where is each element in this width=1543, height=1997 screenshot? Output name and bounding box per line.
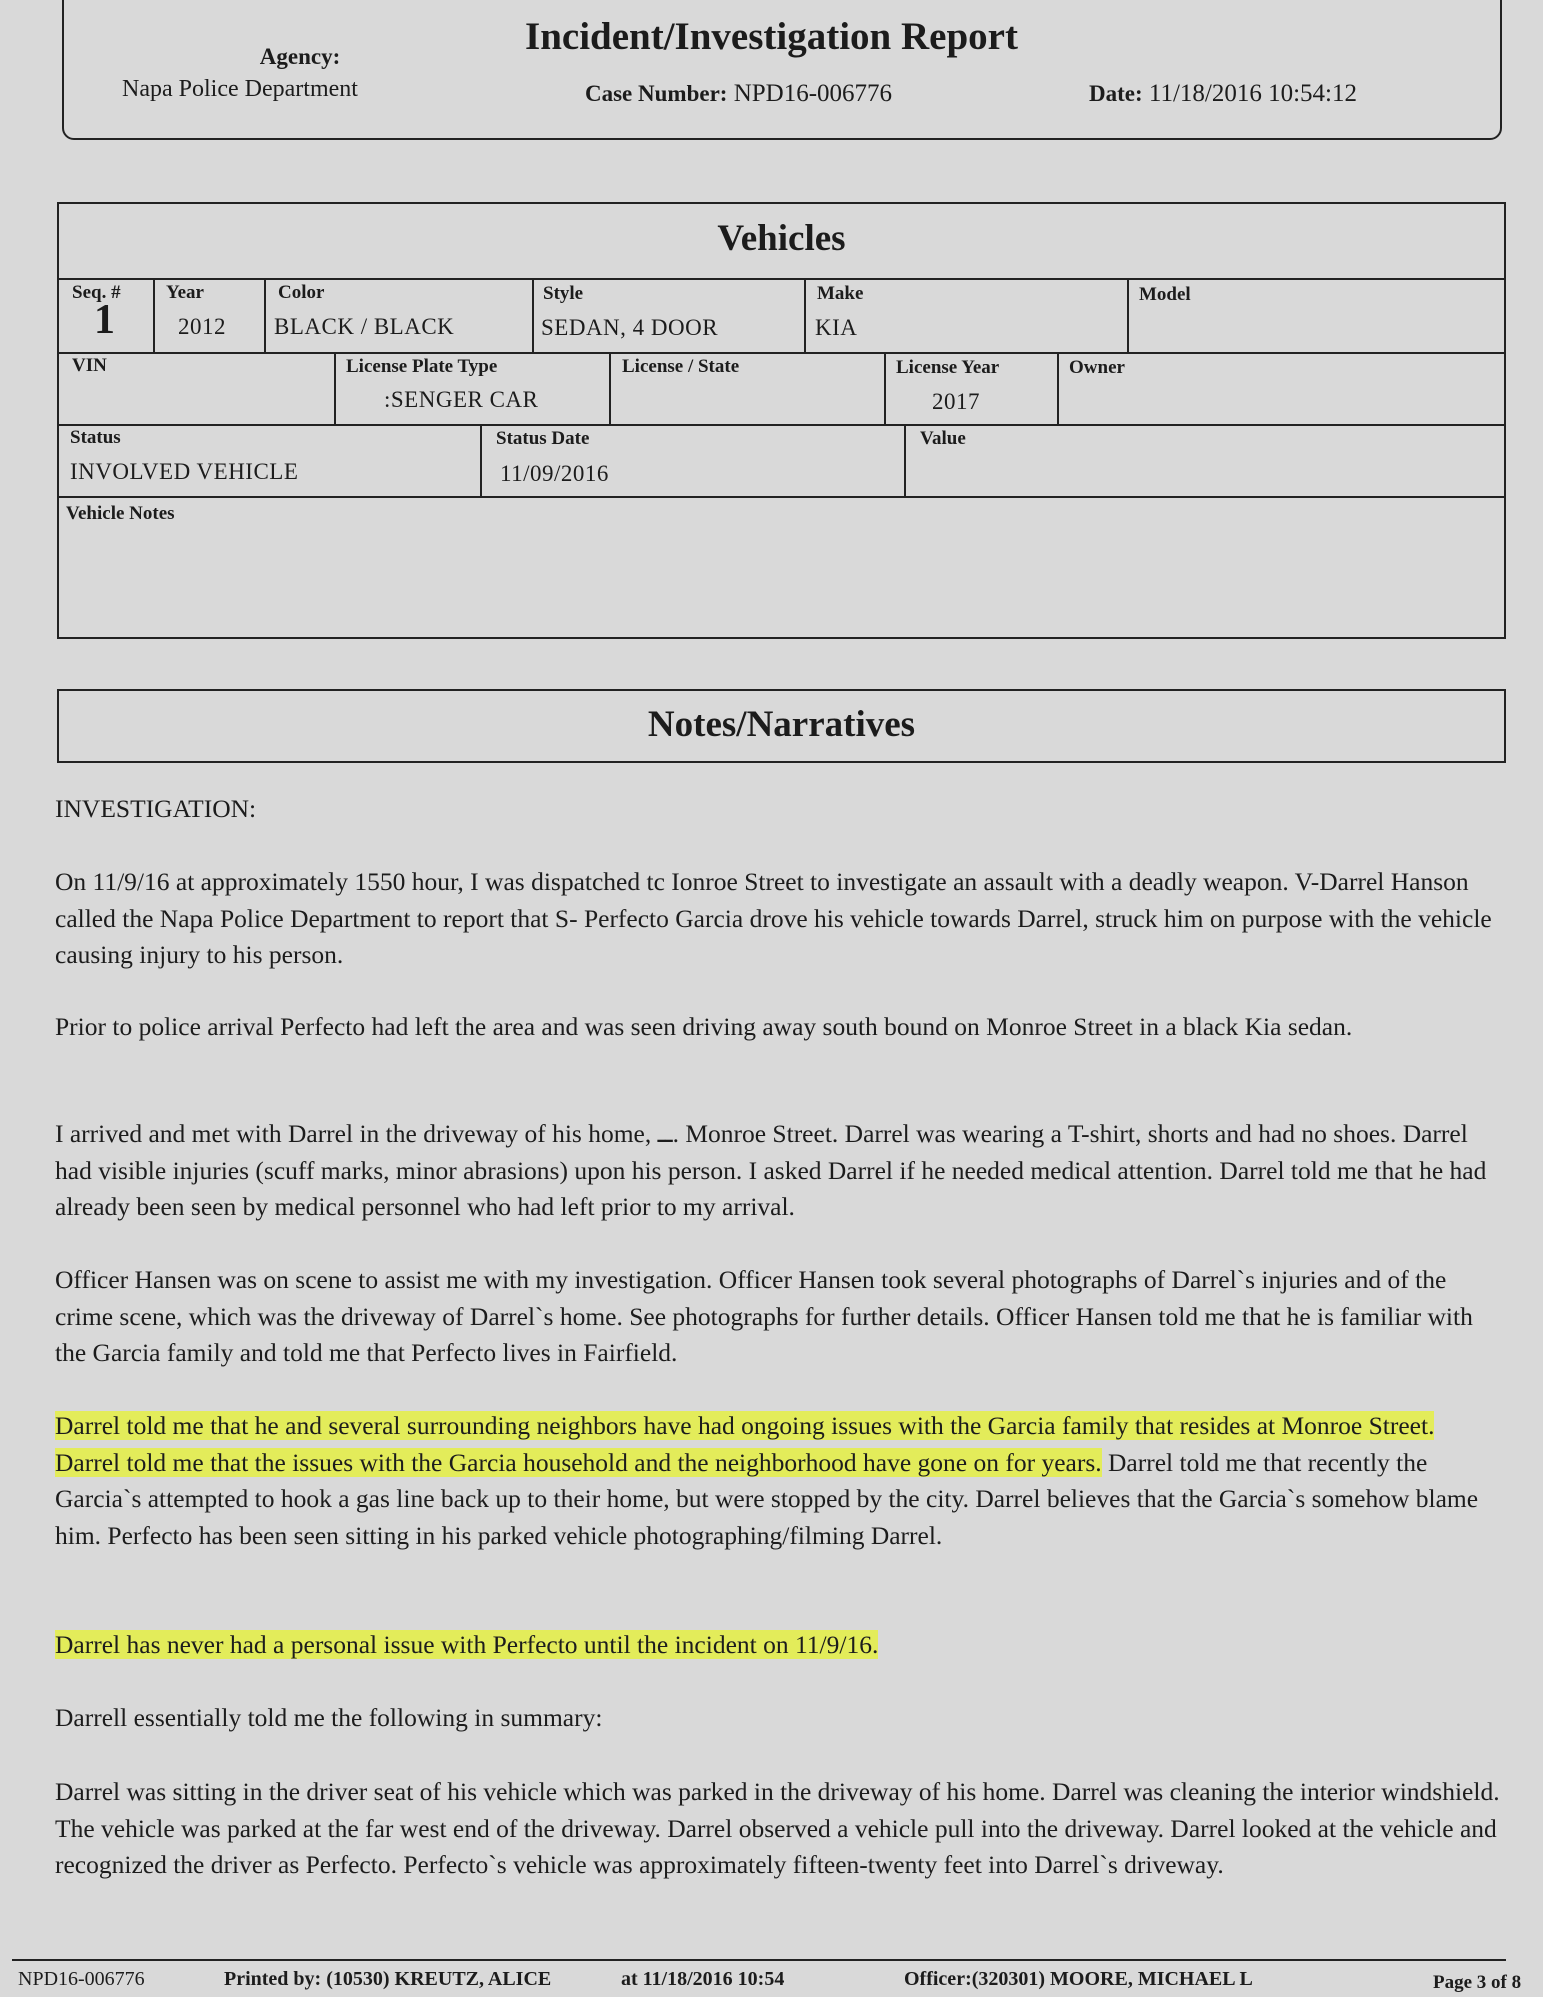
date-label: Date: [1089,81,1143,106]
license-year-label: License Year [896,357,1000,378]
report-title: Incident/Investigation Report [525,15,1018,58]
footer-officer: Officer:(320301) MOORE, MICHAEL L [904,1968,1253,1990]
vehicles-cell-border [1057,352,1059,424]
case-number-label: Case Number: [585,81,728,106]
status-label: Status [70,427,121,448]
narrative-paragraph: Prior to police arrival Perfecto had left the area and was seen driving away south bound on Monroe Street in a black Kia sedan. [55,1012,1353,1041]
vehicles-box [57,202,1506,639]
vehicles-cell-border [264,278,266,352]
vehicles-cell-border [904,424,906,496]
vehicles-divider [57,496,1506,498]
vehicles-divider [57,424,1506,426]
highlighted-text: Darrel told me that he and several surrounding neighbors have had ongoing issues with the Garcia family that resides at Monroe Street. Darrel told me that the issues with the Garcia household and the neighborhood have gone on for years. [55,1411,1435,1477]
narrative-paragraph [55,1627,1505,1664]
owner-label: Owner [1069,357,1125,378]
style-label: Style [543,283,584,304]
notes-title: Notes/Narratives [647,704,916,745]
narrative-text: Darrel told me that recently the Garcia`s attempted to hook a gas line back up to their home, but were stopped by the city. Darrel believes that the Garcia`s somehow blame him. Perfecto has been seen sitting in his parked vehicle photographing/filming Darrel. [55,1447,1479,1550]
vehicles-cell-border [804,278,806,352]
style-value: SEDAN, 4 DOOR [541,315,719,340]
license-state-label: License / State [622,356,740,377]
narrative-paragraph: I arrived and met with Darrel in the driveway of his home, ــ. Monroe Street. Darrel was wearing a T-shirt, shorts and had no shoes. Darrel had visible injuries (scuff marks, minor abrasions) upon his person. I asked Darrel if he needed medical attention. Darrel told me that he had already been seen by medical personnel who had left prior to my arrival. [55,1119,1487,1221]
footer-printed-by: Printed by: (10530) KREUTZ, ALICE [224,1968,552,1990]
year-value: 2012 [178,314,226,339]
vehicles-divider [57,278,1506,280]
agency-name: Napa Police Department [122,76,358,102]
status-value: INVOLVED VEHICLE [70,459,299,484]
footer-divider [12,1959,1506,1961]
footer-case-number: NPD16-006776 [18,1968,145,1990]
vehicles-cell-border [609,352,611,424]
make-label: Make [817,283,864,304]
make-value: KIA [815,315,858,340]
investigation-heading: INVESTIGATION: [55,794,257,823]
seq-label: Seq. # [72,282,121,303]
license-year-value: 2017 [932,389,980,414]
vehicles-cell-border [153,278,155,352]
plate-type-label: License Plate Type [346,356,498,377]
narrative-paragraph [55,1408,1505,1554]
narrative-paragraph: Officer Hansen was on scene to assist me with my investigation. Officer Hansen took several photographs of Darrel`s injuries and of the crime scene, which was the driveway of Darrel`s home. See photographs for further details. Officer Hansen told me that he is familiar with the Garcia family and told me that Perfecto lives in Fairfield. [55,1265,1473,1367]
vin-label: VIN [72,355,107,376]
vehicles-cell-border [480,424,482,496]
date-value: 11/18/2016 10:54:12 [1148,80,1357,107]
narrative-paragraph: Darrell essentially told me the following in summary: [55,1703,603,1732]
seq-value: 1 [94,297,115,343]
highlighted-text: Darrel has never had a personal issue with Perfecto until the incident on 11/9/16. [55,1630,879,1659]
footer-printed-at: at 11/18/2016 10:54 [621,1968,785,1990]
plate-type-value: :SENGER CAR [384,387,539,412]
narrative-paragraph: On 11/9/16 at approximately 1550 hour, I was dispatched tc Ionroe Street to investigate an assault with a deadly weapon. V-Darrel Hanson called the Napa Police Department to report that S- Perfecto Garcia drove his vehicle towards Darrel, struck him on purpose with the vehicle causing injury to his person. [55,867,1492,969]
vehicles-cell-border [884,352,886,424]
vehicle-notes-label: Vehicle Notes [66,503,175,524]
narrative-paragraph: Darrel was sitting in the driver seat of his vehicle which was parked in the driveway of his home. Darrel was cleaning the interior windshield. The vehicle was parked at the far west end of the driveway. Darrel observed a vehicle pull into the driveway. Darrel looked at the vehicle and recognized the driver as Perfecto. Perfecto`s vehicle was approximately fifteen-twenty feet into Darrel`s driveway. [55,1777,1500,1879]
status-date-label: Status Date [496,428,590,449]
agency-label: Agency: [259,44,341,69]
model-label: Model [1139,284,1191,305]
year-label: Year [166,282,204,303]
case-number-value: NPD16-006776 [733,80,893,107]
color-value: BLACK / BLACK [274,314,455,339]
vehicles-title: Vehicles [717,218,846,259]
vehicles-cell-border [334,352,336,424]
vehicles-cell-border [1127,278,1129,352]
vehicles-cell-border [532,278,534,352]
vehicles-divider [57,352,1506,354]
footer-page-number: Page 3 of 8 [1433,1972,1522,1993]
status-date-value: 11/09/2016 [500,461,609,486]
color-label: Color [278,282,325,303]
value-label: Value [920,428,966,449]
case-number-line [585,80,892,108]
report-date-line [1089,80,1357,108]
